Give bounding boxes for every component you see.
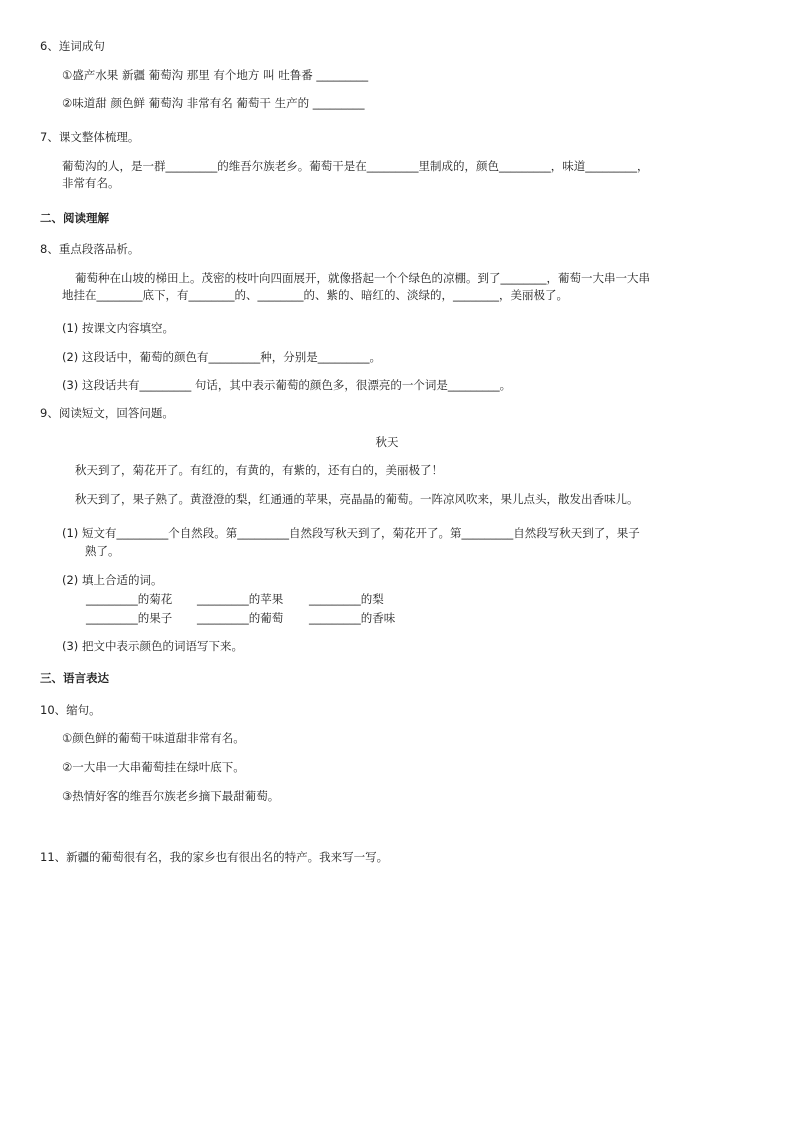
- passage-title: 秋天: [375, 435, 399, 449]
- fill-item: _________的香味: [309, 611, 396, 625]
- q8-paragraph-line-1: 葡萄种在山坡的梯田上。茂密的枝叶向四面展开，就像搭起一个个绿色的凉棚。到了________，葡萄一大串一大串: [75, 271, 650, 285]
- fill-item: _________的梨: [309, 592, 384, 606]
- section-2-heading: 二、阅读理解: [40, 211, 109, 225]
- fill-item: _________的菊花: [86, 592, 173, 606]
- q8-sub-3: (3) 这段话共有_________ 句话，其中表示葡萄的颜色多，很漂亮的一个词是_________。: [62, 378, 512, 392]
- q9-sub-2: (2) 填上合适的词。: [62, 573, 163, 587]
- q8-paragraph-line-2: 地挂在________底下，有________的、________的、紫的、暗红的、淡绿的，________，美丽极了。: [62, 288, 568, 302]
- q6-item-1: ①盛产水果 新疆 葡萄沟 那里 有个地方 叫 吐鲁番 _________: [62, 68, 369, 82]
- fill-item: _________的苹果: [197, 592, 284, 606]
- passage-paragraph-1: 秋天到了，菊花开了。有红的，有黄的，有紫的，还有白的，美丽极了！: [75, 463, 443, 477]
- fill-item: _________的果子: [86, 611, 173, 625]
- q8-sub-1: (1) 按课文内容填空。: [62, 321, 174, 335]
- q10-item-3: ③热情好客的维吾尔族老乡摘下最甜葡萄。: [62, 789, 280, 803]
- q8-sub-2: (2) 这段话中，葡萄的颜色有_________种，分别是_________。: [62, 350, 381, 364]
- q6-item-2: ②味道甜 颜色鲜 葡萄沟 非常有名 葡萄干 生产的 _________: [62, 96, 365, 110]
- q10-title: 10、缩句。: [40, 703, 101, 717]
- q9-sub-1-line-2: 熟了。: [85, 544, 120, 558]
- passage-paragraph-2: 秋天到了，果子熟了。黄澄澄的梨，红通通的苹果，亮晶晶的葡萄。一阵凉风吹来，果儿点头，散发出香味儿。: [75, 492, 639, 506]
- q7-line-2: 非常有名。: [62, 176, 120, 190]
- q7-title: 7、课文整体梳理。: [40, 130, 140, 144]
- q7-line-1: 葡萄沟的人，是一群_________的维吾尔族老乡。葡萄干是在_________里制成的，颜色_________，味道_________，: [62, 159, 649, 173]
- q10-item-2: ②一大串一大串葡萄挂在绿叶底下。: [62, 760, 245, 774]
- q8-title: 8、重点段落品析。: [40, 242, 140, 256]
- q9-title: 9、阅读短文，回答问题。: [40, 406, 174, 420]
- q9-sub-1-line-1: (1) 短文有_________个自然段。第_________自然段写秋天到了，菊花开了。第_________自然段写秋天到了，果子: [62, 526, 640, 540]
- q9-sub-3: (3) 把文中表示颜色的词语写下来。: [62, 639, 243, 653]
- section-3-heading: 三、语言表达: [40, 671, 109, 685]
- q11-title: 11、新疆的葡萄很有名，我的家乡也有很出名的特产。我来写一写。: [40, 850, 389, 864]
- q10-item-1: ①颜色鲜的葡萄干味道甜非常有名。: [62, 731, 245, 745]
- fill-item: _________的葡萄: [197, 611, 284, 625]
- q6-title: 6、连词成句: [40, 39, 105, 53]
